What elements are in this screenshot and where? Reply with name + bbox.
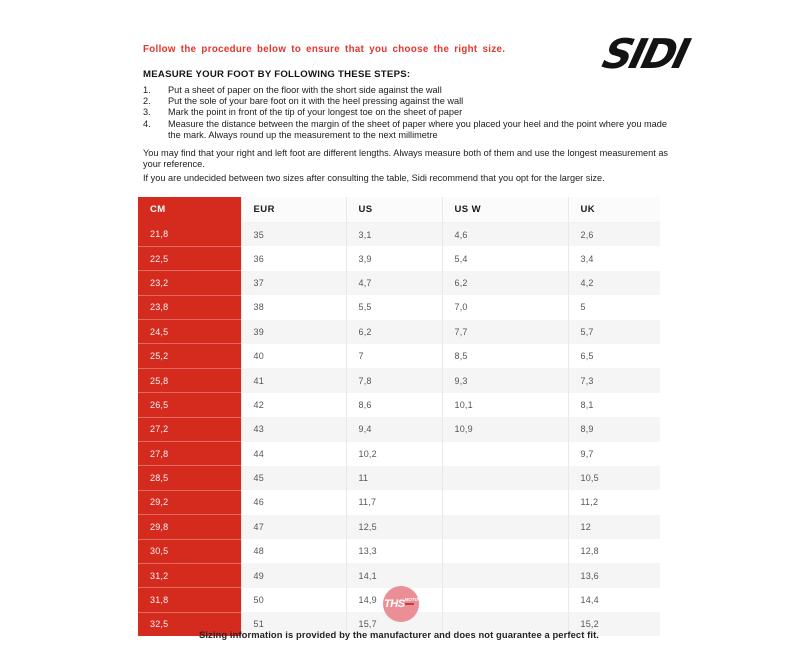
table-row [138, 563, 660, 587]
cell-uk: 11,2 [568, 490, 660, 514]
watermark-ths-text: THS [384, 598, 405, 610]
step-text: Mark the point in front of the tip of your longest toe on the sheet of paper [168, 107, 463, 118]
cell-us: 9,4 [346, 417, 442, 441]
cell-eur: 51 [241, 612, 346, 636]
cell-uk: 8,1 [568, 393, 660, 417]
cell-us: 14,1 [346, 563, 442, 587]
cell-cm: 24,5 [138, 320, 241, 344]
cell-cm: 29,8 [138, 515, 241, 539]
size-table-body [138, 223, 660, 637]
cell-us-w [442, 563, 568, 587]
notes-block [143, 148, 675, 184]
cell-uk: 5,7 [568, 320, 660, 344]
cell-us-w: 7,0 [442, 295, 568, 319]
cell-eur: 36 [241, 246, 346, 270]
table-header-row [138, 197, 660, 223]
cell-us: 3,9 [346, 246, 442, 270]
cell-uk: 4,2 [568, 271, 660, 295]
cell-eur: 35 [241, 223, 346, 247]
cell-us-w [442, 490, 568, 514]
sidi-logo: SIDI [597, 30, 692, 78]
cell-us-w [442, 442, 568, 466]
step-number: 1. [143, 85, 151, 95]
steps-list [143, 85, 675, 141]
step-number: 2. [143, 96, 151, 107]
cell-eur: 39 [241, 320, 346, 344]
watermark-accent-bar [405, 603, 414, 605]
column-header-us-w: US W [442, 197, 568, 223]
table-row [138, 368, 660, 392]
table-row [138, 442, 660, 466]
cell-uk: 7,3 [568, 368, 660, 392]
cell-us: 10,2 [346, 442, 442, 466]
step-item [143, 119, 675, 141]
cell-uk: 10,5 [568, 466, 660, 490]
step-text: Put the sole of your bare foot on it with the heel pressing against the wall [168, 96, 464, 107]
cell-eur: 48 [241, 539, 346, 563]
step-item [143, 85, 675, 96]
cell-us-w: 7,7 [442, 320, 568, 344]
table-row [138, 223, 660, 247]
cell-us-w: 8,5 [442, 344, 568, 368]
cell-uk: 8,9 [568, 417, 660, 441]
cell-uk: 12,8 [568, 539, 660, 563]
table-row [138, 393, 660, 417]
cell-us-w [442, 539, 568, 563]
cell-us: 15,7 [346, 612, 442, 636]
cell-us-w: 9,3 [442, 368, 568, 392]
note-measure-both: You may find that your right and left foot are different lengths. Always measure both of them and use the longest measurement as your reference. [143, 148, 669, 170]
cell-eur: 49 [241, 563, 346, 587]
step-item [143, 107, 675, 118]
cell-eur: 40 [241, 344, 346, 368]
cell-us: 12,5 [346, 515, 442, 539]
steps-heading: MEASURE YOUR FOOT BY FOLLOWING THESE STEPS: [143, 69, 411, 80]
cell-cm: 27,8 [138, 442, 241, 466]
cell-cm: 28,5 [138, 466, 241, 490]
note-larger-size: If you are undecided between two sizes after consulting the table, Sidi recommend that you opt for the larger size. [143, 172, 605, 183]
cell-uk: 5 [568, 295, 660, 319]
table-row [138, 466, 660, 490]
column-header-cm: CM [138, 197, 241, 223]
cell-uk: 6,5 [568, 344, 660, 368]
table-row [138, 515, 660, 539]
cell-us-w: 6,2 [442, 271, 568, 295]
watermark-side [405, 597, 418, 605]
cell-eur: 44 [241, 442, 346, 466]
cell-us: 8,6 [346, 393, 442, 417]
cell-cm: 22,5 [138, 246, 241, 270]
cell-cm: 23,8 [138, 295, 241, 319]
table-row [138, 490, 660, 514]
footer-disclaimer: Sizing information is provided by the manufacturer and does not guarantee a perfect fit. [199, 629, 599, 640]
cell-uk: 15,2 [568, 612, 660, 636]
cell-us: 11 [346, 466, 442, 490]
table-row [138, 344, 660, 368]
cell-us: 11,7 [346, 490, 442, 514]
cell-cm: 32,5 [138, 612, 241, 636]
cell-eur: 38 [241, 295, 346, 319]
table-row [138, 320, 660, 344]
table-row [138, 295, 660, 319]
step-number: 3. [143, 107, 151, 118]
cell-eur: 46 [241, 490, 346, 514]
step-text: Measure the distance between the margin of the sheet of paper where you placed your heel and the point where you made the mark. Always round up the measurement to the next millimetre [168, 118, 667, 140]
cell-uk: 13,6 [568, 563, 660, 587]
step-text: Put a sheet of paper on the floor with the short side against the wall [168, 85, 442, 95]
cell-eur: 37 [241, 271, 346, 295]
cell-uk: 9,7 [568, 442, 660, 466]
cell-us: 7,8 [346, 368, 442, 392]
cell-eur: 47 [241, 515, 346, 539]
intro-text: Follow the procedure below to ensure that you choose the right size. [143, 44, 506, 55]
cell-uk: 14,4 [568, 588, 660, 612]
cell-us: 6,2 [346, 320, 442, 344]
cell-cm: 23,2 [138, 271, 241, 295]
table-row [138, 539, 660, 563]
cell-eur: 50 [241, 588, 346, 612]
cell-us: 5,5 [346, 295, 442, 319]
cell-us-w: 10,1 [442, 393, 568, 417]
column-header-uk: UK [568, 197, 660, 223]
cell-eur: 43 [241, 417, 346, 441]
cell-us-w: 10,9 [442, 417, 568, 441]
cell-cm: 21,8 [138, 223, 241, 247]
cell-us-w [442, 515, 568, 539]
cell-uk: 3,4 [568, 246, 660, 270]
cell-cm: 29,2 [138, 490, 241, 514]
cell-cm: 26,5 [138, 393, 241, 417]
cell-uk: 2,6 [568, 223, 660, 247]
cell-us-w [442, 588, 568, 612]
table-row [138, 271, 660, 295]
cell-us-w: 5,4 [442, 246, 568, 270]
column-header-eur: EUR [241, 197, 346, 223]
cell-cm: 31,8 [138, 588, 241, 612]
cell-us-w: 4,6 [442, 223, 568, 247]
cell-cm: 25,8 [138, 368, 241, 392]
cell-us: 3,1 [346, 223, 442, 247]
cell-us-w [442, 466, 568, 490]
cell-eur: 41 [241, 368, 346, 392]
cell-cm: 25,2 [138, 344, 241, 368]
column-header-us: US [346, 197, 442, 223]
table-row [138, 246, 660, 270]
step-item [143, 96, 675, 107]
cell-cm: 30,5 [138, 539, 241, 563]
cell-us: 13,3 [346, 539, 442, 563]
size-table [138, 197, 660, 636]
cell-eur: 42 [241, 393, 346, 417]
cell-cm: 31,2 [138, 563, 241, 587]
cell-eur: 45 [241, 466, 346, 490]
ths-moto-watermark [383, 586, 419, 622]
cell-us: 4,7 [346, 271, 442, 295]
cell-us: 14,9 [346, 588, 442, 612]
table-row [138, 417, 660, 441]
watermark-moto-text: MOTO [404, 597, 418, 603]
cell-cm: 27,2 [138, 417, 241, 441]
cell-uk: 12 [568, 515, 660, 539]
cell-us: 7 [346, 344, 442, 368]
step-number: 4. [143, 118, 151, 129]
